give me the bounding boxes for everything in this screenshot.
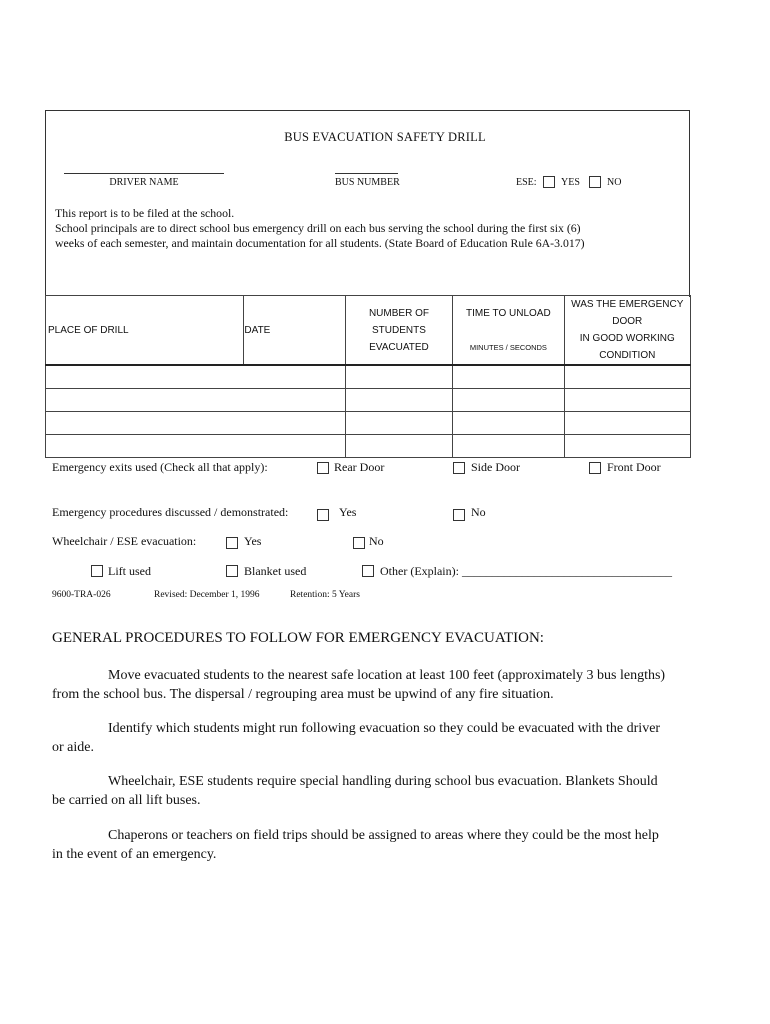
ese-no-label: NO (607, 177, 622, 188)
procedure-paragraph-4: Chaperons or teachers on field trips should be assigned to areas where they could be the most help in the event of an emergency. (52, 828, 659, 862)
other-explain-field[interactable]: Other (Explain): ___________________________________ (380, 564, 672, 578)
other-checkbox[interactable] (362, 565, 374, 577)
procedure-paragraph-3: Wheelchair, ESE students require special handling during school bus evacuation. Blankets Should be carried on all lift buses. (52, 774, 658, 808)
table-row (46, 412, 691, 435)
blanket-used-label: Blanket used (244, 564, 307, 578)
time-cell[interactable] (453, 412, 564, 435)
wheelchair-no-label: No (369, 534, 384, 548)
time-cell[interactable] (453, 435, 564, 458)
bus-number-line[interactable] (335, 173, 398, 174)
place-date-cell[interactable] (46, 435, 346, 458)
col-place-header: PLACE OF DRILL (46, 296, 244, 366)
table-row (46, 389, 691, 412)
ese-yes-checkbox[interactable] (543, 176, 555, 188)
retention: Retention: 5 Years (290, 590, 360, 600)
procedure-paragraph-2: Identify which students might run following evacuation so they could be evacuated with the driver or aide. (52, 721, 661, 755)
driver-name-label: DRIVER NAME (109, 177, 179, 188)
wheelchair-label: Wheelchair / ESE evacuation: (52, 534, 197, 548)
blanket-used-checkbox[interactable] (226, 565, 238, 577)
bus-number-label: BUS NUMBER (335, 177, 400, 188)
procedure-paragraph-1: Move evacuated students to the nearest safe location at least 100 feet (approximately 3 bus lengths) from the school bus. The dispersal / regrouping area must be upwind of any fire situation. (52, 668, 666, 702)
drill-table (45, 295, 691, 458)
side-door-label: Side Door (471, 460, 520, 474)
front-door-checkbox[interactable] (589, 462, 601, 474)
wheelchair-yes-label: Yes (244, 534, 262, 548)
number-cell[interactable] (345, 412, 453, 435)
exits-label: Emergency exits used (Check all that apply): (52, 460, 268, 474)
procedures-heading: GENERAL PROCEDURES TO FOLLOW FOR EMERGENCY EVACUATION: (52, 630, 544, 646)
time-cell[interactable] (453, 365, 564, 389)
ese-label: ESE: (516, 177, 537, 188)
number-cell[interactable] (345, 365, 453, 389)
col-number-header: NUMBER OF STUDENTS EVACUATED (345, 296, 453, 366)
place-date-cell[interactable] (46, 412, 346, 435)
door-cell[interactable] (564, 389, 690, 412)
ese-yes-label: YES (561, 177, 580, 188)
number-cell[interactable] (345, 389, 453, 412)
procedures-no-label: No (471, 505, 486, 519)
place-date-cell[interactable] (46, 389, 346, 412)
form-number: 9600-TRA-026 (52, 590, 111, 600)
rear-door-checkbox[interactable] (317, 462, 329, 474)
driver-name-line[interactable] (64, 173, 224, 174)
rear-door-label: Rear Door (334, 460, 385, 474)
front-door-label: Front Door (607, 460, 661, 474)
table-row (46, 435, 691, 458)
intro-line-2: School principals are to direct school bus emergency drill on each bus serving the school during the first six (6) (55, 221, 581, 235)
form-title: BUS EVACUATION SAFETY DRILL (284, 130, 486, 144)
lift-used-label: Lift used (108, 564, 151, 578)
side-door-checkbox[interactable] (453, 462, 465, 474)
table-row (46, 365, 691, 389)
door-cell[interactable] (564, 365, 690, 389)
procedures-yes-label: Yes (339, 505, 357, 519)
ese-no-checkbox[interactable] (589, 176, 601, 188)
wheelchair-no-checkbox[interactable] (353, 537, 365, 549)
revised-date: Revised: December 1, 1996 (154, 590, 260, 600)
door-cell[interactable] (564, 435, 690, 458)
place-date-cell[interactable] (46, 365, 346, 389)
time-cell[interactable] (453, 389, 564, 412)
intro-line-3: weeks of each semester, and maintain documentation for all students. (State Board of Education Rule 6A-3.017) (55, 236, 585, 250)
number-cell[interactable] (345, 435, 453, 458)
col-date-header: DATE (244, 296, 345, 366)
col-time-header: TIME TO UNLOAD MINUTES / SECONDS (453, 296, 564, 366)
col-door-header: WAS THE EMERGENCY DOOR IN GOOD WORKING CONDITION (564, 296, 690, 366)
lift-used-checkbox[interactable] (91, 565, 103, 577)
procedures-label: Emergency procedures discussed / demonstrated: (52, 505, 289, 519)
wheelchair-yes-checkbox[interactable] (226, 537, 238, 549)
door-cell[interactable] (564, 412, 690, 435)
procedures-no-checkbox[interactable] (453, 509, 465, 521)
procedures-yes-checkbox[interactable] (317, 509, 329, 521)
intro-line-1: This report is to be filed at the school. (55, 206, 235, 220)
